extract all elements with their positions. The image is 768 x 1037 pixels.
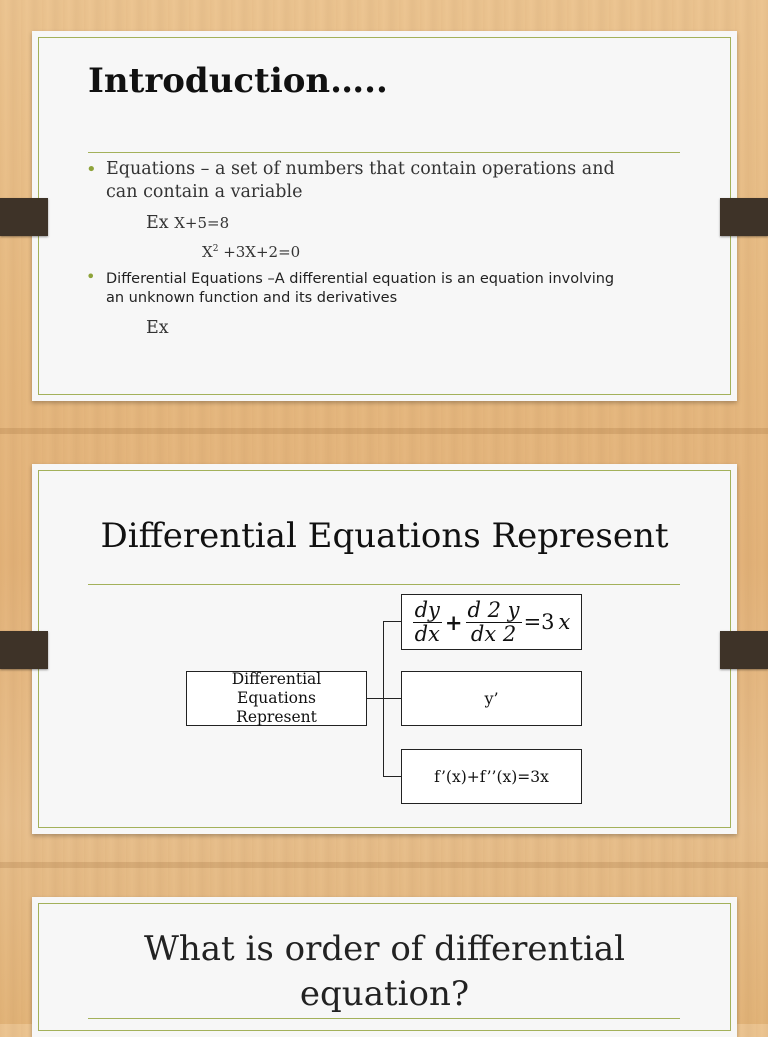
bullet-icon: • [86, 159, 97, 180]
binder-clip-right [720, 198, 768, 236]
slide-title-line: What is order of differential [143, 929, 626, 969]
fraction-denominator: dx [414, 621, 440, 646]
bullet-equations [106, 158, 615, 204]
exponent: 2 [212, 244, 219, 254]
equation-part: +3X+2=0 [218, 243, 301, 261]
binder-clip-left [0, 631, 48, 669]
example-equation: X+5=8 [174, 214, 230, 232]
fraction-dy-dx [413, 597, 442, 646]
equation-variable: x [558, 610, 571, 634]
slide-title-line: equation? [299, 973, 470, 1014]
slide-order-of-differential-equation [32, 897, 737, 1037]
equation-part: X [202, 243, 213, 261]
example-2 [202, 243, 300, 261]
fraction-numerator: dy [414, 597, 440, 622]
fraction-numerator: d 2 y [467, 597, 520, 622]
diagram-function-box: f’(x)+f’’(x)=3x [401, 749, 582, 804]
connector-line [366, 698, 383, 699]
diagram-y-prime-box: y’ [401, 671, 582, 726]
diagram-root-box [186, 671, 367, 726]
binder-clip-left [0, 198, 48, 236]
slide-differential-equations-represent [32, 464, 737, 834]
bullet-text-line: Differential Equations –A differential equation is an equation involving [106, 271, 615, 287]
slide-title: Differential Equations Represent [100, 516, 669, 556]
example-3: Ex [146, 318, 169, 338]
binder-clip-right [720, 631, 768, 669]
example-1 [146, 213, 229, 233]
slide-title [32, 927, 737, 1017]
bullet-icon: • [86, 267, 96, 286]
bullet-text-line: can contain a variable [106, 182, 303, 202]
root-label-line: Equations [237, 689, 316, 707]
equation-rhs: =3 [523, 610, 555, 634]
bullet-differential-equations [106, 270, 614, 308]
diagram-equation-box [401, 594, 582, 650]
title-divider [88, 152, 680, 153]
title-divider [88, 584, 680, 585]
title-divider [88, 1018, 680, 1019]
wood-seam [0, 862, 768, 868]
bullet-text-line: Equations – a set of numbers that contain operations and [106, 159, 615, 179]
plus-sign: + [444, 609, 463, 635]
connector-line [383, 621, 401, 622]
root-label-line: Represent [236, 708, 317, 726]
wood-seam [0, 428, 768, 434]
fraction-denominator: dx 2 [470, 621, 517, 646]
slide-title: Introduction….. [88, 61, 388, 101]
slide-introduction [32, 31, 737, 401]
root-label-line: Differential [231, 670, 322, 688]
connector-line [383, 776, 401, 777]
bullet-text-line: an unknown function and its derivatives [106, 290, 398, 306]
fraction-d2y-dx2 [466, 597, 522, 646]
differential-equation [413, 597, 571, 646]
example-prefix: Ex [146, 213, 169, 233]
connector-line [383, 698, 401, 699]
